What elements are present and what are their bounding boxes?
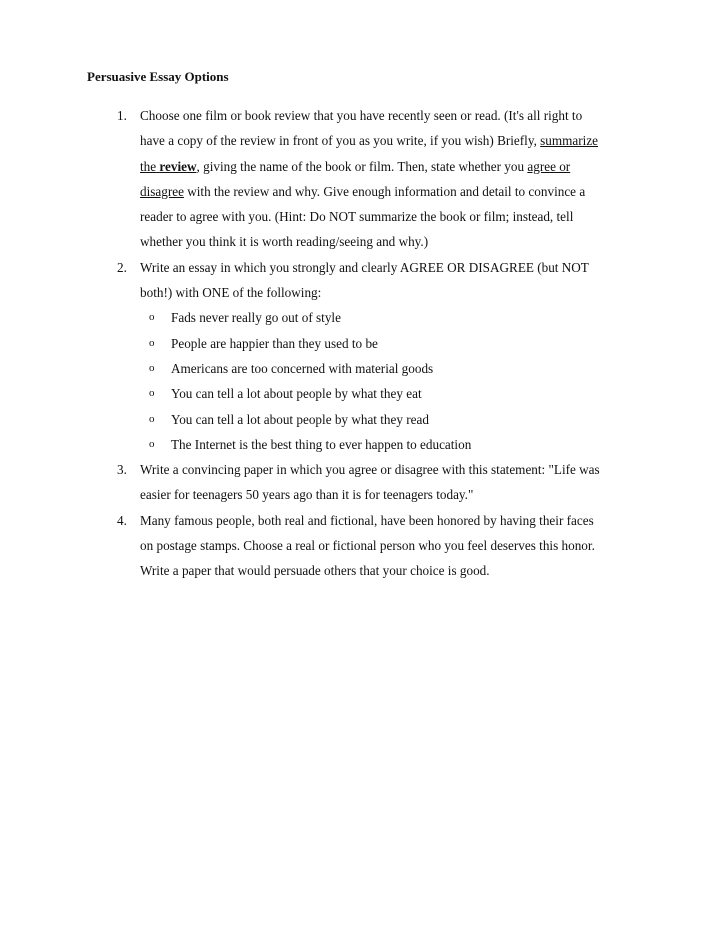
text-line: whether you think it is worth reading/seeing and why.) <box>140 234 429 250</box>
underlined-text: the <box>140 158 157 174</box>
sub-list-item <box>140 407 650 432</box>
page-title: Persuasive Essay Options <box>87 69 229 84</box>
text-line: Many famous people, both real and fictional, have been honored by having their faces <box>140 512 594 528</box>
text-segment: with the review and why. Give enough information and detail to convince a <box>183 183 586 199</box>
circle-bullet-icon: o <box>149 387 155 400</box>
text-line: easier for teenagers 50 years ago than it is for teenagers today." <box>140 487 474 503</box>
text-line <box>140 154 650 179</box>
sub-list-item <box>140 305 650 330</box>
sub-list-item-text: Americans are too concerned with material goods <box>171 360 434 376</box>
list-item-2 <box>0 255 650 457</box>
circle-bullet-icon: o <box>149 336 155 349</box>
text-line: Choose one film or book review that you have recently seen or read. (It's all right to <box>140 108 583 123</box>
sub-list-item-text: You can tell a lot about people by what they eat <box>171 386 422 402</box>
numbered-list <box>0 103 728 584</box>
text-line: both!) with ONE of the following: <box>140 285 322 301</box>
list-item-number: 1. <box>117 108 127 123</box>
text-segment: have a copy of the review in front of you as you write, if you wish) Briefly, <box>140 133 537 149</box>
text-line: Write a convincing paper in which you agree or disagree with this statement: "Life was <box>140 462 600 478</box>
sub-list-item-text: You can tell a lot about people by what they read <box>171 411 429 427</box>
text-line: Write a paper that would persuade others that your choice is good. <box>140 563 490 579</box>
list-item-number: 2. <box>117 259 127 275</box>
list-item-3 <box>0 457 650 508</box>
text-line <box>140 128 650 153</box>
sub-list-item <box>140 356 650 381</box>
circle-bullet-icon: o <box>149 437 155 450</box>
text-line: Write an essay in which you strongly and clearly AGREE OR DISAGREE (but NOT <box>140 259 589 275</box>
underlined-text: disagree <box>140 183 184 199</box>
circle-bullet-icon: o <box>149 311 155 324</box>
underlined-text: summarize <box>540 133 599 149</box>
bold-underlined-text: review <box>159 158 197 174</box>
sub-list <box>140 305 650 457</box>
list-item-1 <box>0 103 650 255</box>
text-segment: , giving the name of the book or film. Then, state whether you <box>196 158 525 174</box>
list-item-4 <box>0 508 650 584</box>
list-item-number: 4. <box>117 512 127 528</box>
sub-list-item-text: Fads never really go out of style <box>171 310 341 326</box>
circle-bullet-icon: o <box>149 361 155 374</box>
text-line: reader to agree with you. (Hint: Do NOT summarize the book or film; instead, tell <box>140 209 574 225</box>
circle-bullet-icon: o <box>149 412 155 425</box>
underlined-text: agree or <box>527 158 571 174</box>
sub-list-item <box>140 432 650 457</box>
sub-list-item-text: People are happier than they used to be <box>171 335 378 351</box>
sub-list-item-text: The Internet is the best thing to ever happen to education <box>171 436 472 452</box>
sub-list-item <box>140 331 650 356</box>
sub-list-item <box>140 381 650 406</box>
list-item-number: 3. <box>117 462 127 478</box>
text-line: on postage stamps. Choose a real or fictional person who you feel deserves this honor. <box>140 538 595 554</box>
text-line <box>140 179 650 204</box>
